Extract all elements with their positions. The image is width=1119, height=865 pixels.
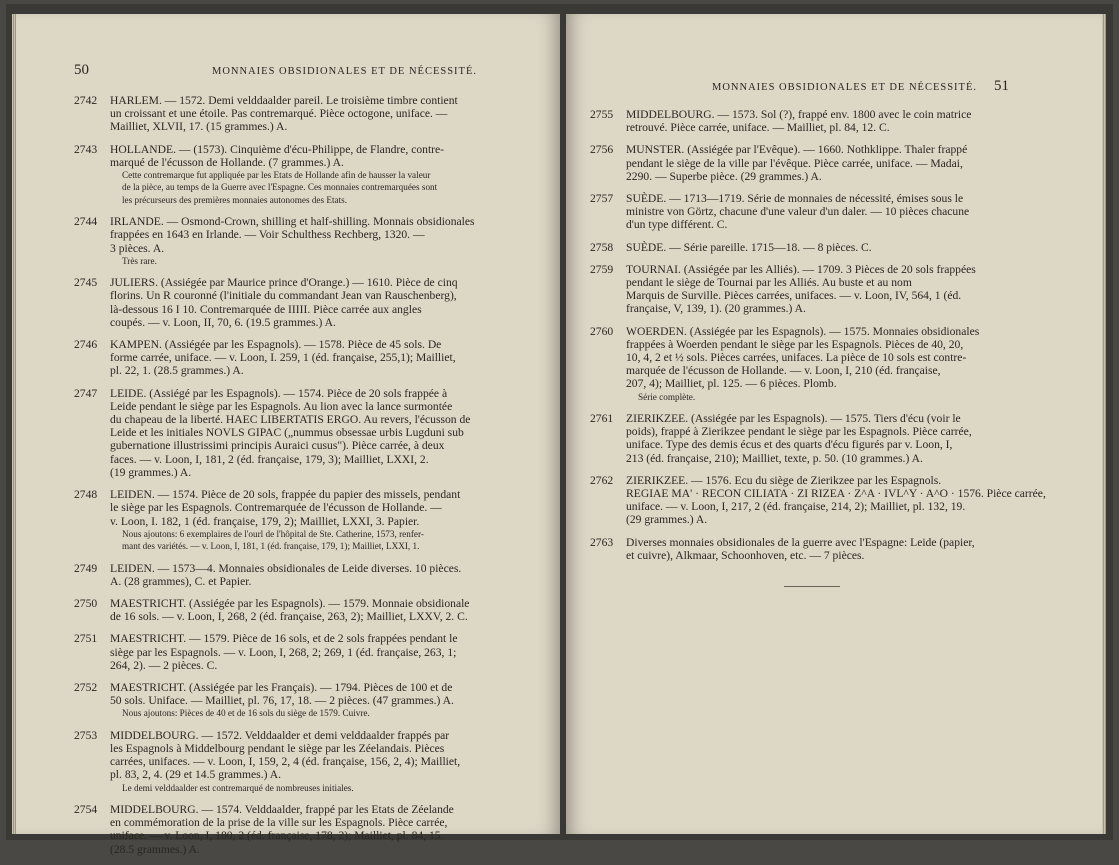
entry-line: pendant le siège de Tournai par les Alliés. Au buste et au nom [626, 276, 912, 290]
entry-number: 2763 [590, 535, 614, 549]
entry-line: MIDDELBOURG. — 1572. Velddaalder et demi velddaalder frappés par [110, 728, 450, 742]
entry-line: faces. — v. Loon, I, 181, 2 (éd. française, 179, 3); Mailliet, LXXI, 2. [110, 452, 429, 466]
entry-line: en commémoration de la prise de la ville sur les Espagnols. Pièce carrée, [110, 816, 448, 830]
entry-text [626, 108, 1046, 134]
entry-note: les précurseurs des premières monnaies autonomes des Etats. [122, 194, 348, 205]
entry-line: retrouvé. Pièce carrée, uniface. — Mailliet, pl. 84, 12. C. [626, 121, 890, 135]
catalog-entry [590, 241, 1046, 254]
entry-line: de 16 sols. — v. Loon, I, 268, 2 (éd. française, 263, 2); Mailliet, LXXV, 2. C. [110, 610, 468, 624]
entry-line: uniface. Type des demis écus et des quarts d'écu figurés par v. Loon, I, [626, 438, 953, 452]
entry-line: pl. 22, 1. (28.5 grammes.) A. [110, 364, 244, 378]
entry-line: florins. Un R couronné (l'initiale du commandant Jean van Rauschenberg), [110, 289, 457, 303]
entry-line: KAMPEN. (Assiégée par les Espagnols). — 1578. Pièce de 45 sols. De [110, 338, 442, 352]
left-page [12, 14, 560, 856]
entry-line: 207, 4); Mailliet, pl. 125. — 6 pièces. Plomb. [626, 377, 837, 391]
page-edge [1102, 14, 1106, 834]
entry-line: ministre von Görtz, chacune d'une valeur d'un daler. — 10 pièces chacune [626, 205, 970, 219]
catalog-entry [590, 325, 1046, 403]
entry-text [110, 215, 534, 267]
entry-number: 2761 [590, 412, 614, 426]
page-number: 50 [74, 62, 89, 78]
entry-line: Leide pendant le siège par les Espagnols. Au lion avec la lance surmontée [110, 399, 453, 413]
entry-text [110, 681, 534, 720]
entry-line: un croissant et une étoile. Pas contremarqué. Pièce octogone, uniface. — [110, 107, 448, 121]
page-number: 51 [994, 78, 1009, 94]
entry-line: uniface. — v. Loon, I, 180, 2 (éd. française, 178, 2); Mailliet, pl. 84, 15. [110, 829, 444, 843]
entry-text [626, 412, 1046, 465]
entry-text [626, 325, 1046, 403]
entry-text [110, 338, 534, 378]
catalog-entry [74, 562, 534, 588]
entry-line: gubernatione illustrissimi principis Auraici cusus"). Pièce carrée, à deux [110, 439, 445, 453]
catalog-entry [590, 412, 1046, 465]
entry-line: MIDDELBOURG. — 1573. Sol (?), frappé env. 1800 avec le coin matrice [626, 108, 972, 121]
entry-line: (29 grammes.) A. [626, 513, 708, 527]
entry-text [626, 536, 1046, 562]
entry-line: poids), frappé à Zierikzee pendant le siège par les Espagnols. Pièce carrée, [626, 425, 972, 439]
entry-line: uniface. — v. Loon, I, 217, 2 (éd. française, 214, 2); Mailliet, pl. 132, 19. [626, 500, 966, 514]
entry-note: Nous ajoutons: 6 exemplaires de l'ourl de l'hôpital de Ste. Catherine, 1573, renfer- [122, 528, 424, 539]
entry-text [110, 803, 534, 856]
entry-line: d'un type différent. C. [626, 218, 728, 232]
entry-note: mant des variétés. — v. Loon, I, 181, 1 (éd. française, 179, 1); Mailliet, LXXI, 1. [122, 541, 420, 552]
entry-text [626, 263, 1046, 316]
entry-line: MUNSTER. (Assiégée par l'Evêque). — 1660. Nothklippe. Thaler frappé [626, 143, 968, 157]
entry-line: Mailliet, XLVII, 17. (15 grammes.) A. [110, 120, 288, 134]
catalog-entry [74, 803, 534, 856]
catalog-entry [74, 215, 534, 267]
catalog-entry [590, 536, 1046, 562]
catalog-entry [74, 632, 534, 672]
entry-note: Très rare. [122, 255, 157, 266]
entry-line: (19 grammes.) A. [110, 465, 192, 479]
entry-note: Série complète. [638, 391, 696, 402]
entry-line: française, V, 139, 1). (20 grammes.) A. [626, 302, 806, 316]
entry-number: 2751 [74, 632, 98, 646]
entry-number: 2762 [590, 473, 614, 487]
entry-line: le siège par les Espagnols. Contremarquée de l'écusson de Hollande. — [110, 501, 442, 515]
entry-line: marqué de l'écusson de Hollande. (7 grammes.) A. [110, 155, 344, 169]
entry-line: Marquis de Surville. Pièces carrées, unifaces. — v. Loon, IV, 564, 1 (éd. [626, 289, 962, 303]
entry-text [626, 474, 1046, 527]
entry-line: marquée de l'écusson de Hollande. — v. Loon, I, 210 (éd. française, [626, 364, 941, 378]
catalog-entry [590, 192, 1046, 232]
entry-number: 2748 [74, 488, 98, 502]
entry-line: MAESTRICHT. (Assiégée par les Espagnols). — 1579. Monnaie obsidionale [110, 596, 470, 610]
entry-line: SUÈDE. — 1713—1719. Série de monnaies de nécessité, émises sous le [626, 192, 964, 206]
entry-number: 2745 [74, 276, 98, 290]
entry-line: IRLANDE. — Osmond-Crown, shilling et half-shilling. Monnais obsidionales [110, 215, 475, 229]
entry-note: Le demi velddaalder est contremarqué de nombreuses initiales. [122, 782, 354, 793]
entry-line: A. (28 grammes), C. et Papier. [110, 574, 252, 588]
entry-line: HOLLANDE. — (1573). Cinquième d'écu-Philippe, de Flandre, contre- [110, 142, 445, 156]
entry-line: MAESTRICHT. (Assiégée par les Français). — 1794. Pièces de 100 et de [110, 680, 453, 694]
entry-line: Diverses monnaies obsidionales de la guerre avec l'Espagne: Leide (papier, [626, 535, 975, 549]
entry-line: 2290. — Superbe pièce. (29 grammes.) A. [626, 169, 822, 183]
entry-line: frappées à Woerden pendant le siège par les Espagnols. Pièces de 40, 20, [626, 337, 964, 351]
entry-number: 2757 [590, 192, 614, 206]
entry-line: siège par les Espagnols. — v. Loon, I, 268, 2; 269, 1 (éd. française, 263, 1; [110, 645, 457, 659]
entry-note: Nous ajoutons: Pièces de 40 et de 16 sols du siège de 1579. Cuivre. [122, 708, 370, 719]
right-page [566, 14, 1106, 834]
catalog-entry [74, 681, 534, 720]
catalog-entry [74, 338, 534, 378]
entry-text [110, 729, 534, 794]
entry-text [110, 597, 534, 623]
entry-line: du chapeau de la liberté. HAEC LIBERTATIS ERGO. Au revers, l'écusson de [110, 413, 471, 427]
entry-line: ZIERIKZEE. — 1576. Ecu du siège de Zierikzee par les Espagnols. [626, 473, 942, 487]
entry-line: carrées, unifaces. — v. Loon, I, 159, 2, 4 (éd. française, 156, 2, 4); Mailliet, [110, 755, 461, 769]
catalog-entry [74, 143, 534, 207]
catalog-entry [74, 276, 534, 329]
entry-line: HARLEM. — 1572. Demi velddaalder pareil. Le troisième timbre contient [110, 94, 458, 107]
entry-number: 2756 [590, 143, 614, 157]
entry-number: 2755 [590, 108, 614, 121]
entry-line: SUÈDE. — Série pareille. 1715—18. — 8 pièces. C. [626, 240, 872, 254]
entry-line: les Espagnols à Middelbourg pendant le siège par les Zéelandais. Pièces [110, 741, 445, 755]
entry-number: 2743 [74, 142, 98, 156]
entry-line: 213 (éd. française, 210); Mailliet, texte, p. 50. (10 grammes.) A. [626, 451, 923, 465]
entry-line: v. Loon, I. 182, 1 (éd. française, 179, 2); Mailliet, LXXI, 3. Papier. [110, 514, 420, 528]
entry-number: 2746 [74, 338, 98, 352]
entry-text [626, 143, 1046, 183]
entry-line: (28.5 grammes.) A. [110, 842, 200, 856]
entry-number: 2750 [74, 596, 98, 610]
entry-text [110, 632, 534, 672]
entry-text [110, 488, 534, 552]
catalog-entries [590, 108, 1046, 571]
entry-text [110, 143, 534, 207]
catalog-entry [590, 143, 1046, 183]
entry-line: 3 pièces. A. [110, 241, 165, 255]
entry-line: LEIDEN. — 1574. Pièce de 20 sols, frappée du papier des missels, pendant [110, 488, 461, 502]
entry-note: de la pièce, au temps de la Guerre avec l'Espagne. Ces monnaies contremarquées sont [122, 182, 438, 193]
entry-line: coupés. — v. Loon, II, 70, 6. (19.5 grammes.) A. [110, 315, 336, 329]
catalog-entry [74, 94, 534, 134]
catalog-entry [74, 729, 534, 794]
entry-line: et cuivre), Alkmaar, Schoonhoven, etc. — 7 pièces. [626, 548, 865, 562]
entry-note: Cette contremarque fut appliquée par les Etats de Hollande afin de hausser la valeur [122, 170, 431, 181]
entry-line: TOURNAI. (Assiégée par les Alliés). — 1709. 3 Pièces de 20 sols frappées [626, 262, 976, 276]
entry-line: 50 sols. Uniface. — Mailliet, pl. 76, 17, 18. — 2 pièces. (47 grammes.) A. [110, 694, 454, 708]
entry-number: 2759 [590, 262, 614, 276]
entry-line: 10, 4, 2 et ½ sols. Pièces carrées, unifaces. La pièce de 10 sols est contre- [626, 351, 967, 365]
entry-number: 2760 [590, 324, 614, 338]
entry-line: LEIDE. (Assiégé par les Espagnols). — 1574. Pièce de 20 sols frappée à [110, 386, 448, 400]
catalog-entry [74, 387, 534, 479]
entry-line: pl. 83, 2, 4. (29 et 14.5 grammes.) A. [110, 768, 281, 782]
entry-line: pendant le siège de la ville par l'évêque. Pièce carrée, uniface. — Madai, [626, 156, 963, 170]
catalog-entry [74, 488, 534, 552]
entry-number: 2744 [74, 215, 98, 229]
entry-text [110, 94, 534, 134]
entry-line: JULIERS. (Assiégée par Maurice prince d'Orange.) — 1610. Pièce de cinq [110, 276, 458, 290]
entry-line: REGIAE MA' · RECON CILIATA · ZI RIZEA · Z^A · IVL^Y · A^O · 1576. Pièce carrée, [626, 487, 1046, 501]
catalog-entry [74, 597, 534, 623]
page-edge [12, 14, 16, 834]
entry-text [110, 562, 534, 588]
entry-text [626, 192, 1046, 232]
entry-number: 2749 [74, 561, 98, 575]
entry-line: 264, 2). — 2 pièces. C. [110, 658, 218, 672]
catalog-entry [590, 108, 1046, 134]
entry-number: 2752 [74, 680, 98, 694]
entry-number: 2753 [74, 728, 98, 742]
entry-line: là-dessous 16 I 10. Contremarquée de IIIII. Pièce carrée aux angles [110, 302, 422, 316]
entry-text [110, 276, 534, 329]
entry-line: LEIDEN. — 1573—4. Monnaies obsidionales de Leide diverses. 10 pièces. [110, 561, 462, 575]
section-divider [784, 586, 840, 587]
entry-text [110, 387, 534, 479]
catalog-entry [590, 474, 1046, 527]
entry-number: 2758 [590, 240, 614, 254]
running-header: MONNAIES OBSIDIONALES ET DE NÉCESSITÉ. [212, 66, 478, 77]
entry-line: forme carrée, uniface. — v. Loon, I. 259, 1 (éd. française, 255,1); Mailliet, [110, 351, 456, 365]
entry-line: frappées en 1643 en Irlande. — Voir Schulthess Rechberg, 1320. — [110, 228, 425, 242]
entry-number: 2742 [74, 94, 98, 107]
catalog-entries [74, 94, 534, 865]
running-header: MONNAIES OBSIDIONALES ET DE NÉCESSITÉ. [712, 82, 978, 93]
entry-line: MIDDELBOURG. — 1574. Velddaalder, frappé par les Etats de Zéelande [110, 802, 454, 816]
entry-number: 2747 [74, 386, 98, 400]
book-spread [6, 4, 1113, 856]
catalog-entry [590, 263, 1046, 316]
entry-line: ZIERIKZEE. (Assiégée par les Espagnols). — 1575. Tiers d'écu (voir le [626, 412, 961, 426]
entry-number: 2754 [74, 802, 98, 816]
entry-line: WOERDEN. (Assiégée par les Espagnols). — 1575. Monnaies obsidionales [626, 324, 980, 338]
entry-line: Leide et les initiales NOVLS GIPAC („nummus obsessae urbis Lugduni sub [110, 426, 464, 440]
entry-text [626, 241, 1046, 254]
entry-line: MAESTRICHT. — 1579. Pièce de 16 sols, et de 2 sols frappées pendant le [110, 632, 458, 646]
